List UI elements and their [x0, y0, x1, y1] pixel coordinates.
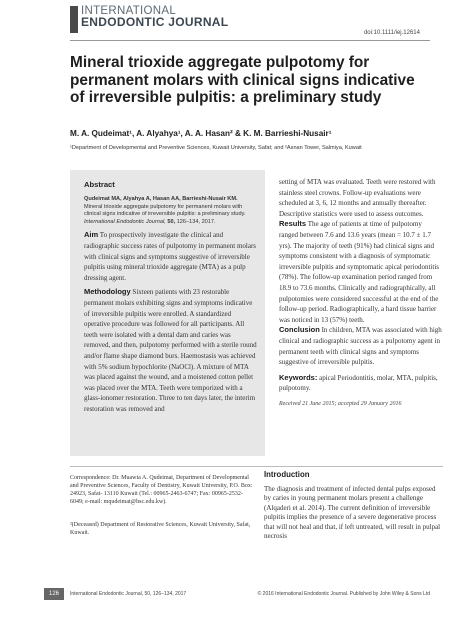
- keywords-label: Keywords:: [279, 372, 318, 382]
- methodology-text: Sixteen patients with 23 restorable permanent molars exhibiting signs and symptoms indicative of irreversible pulpitis were enrolled. A standardized operative procedure was followed for all participants. All teeth were isolated with a dental dam and caries was removed, and then, pulpotomy performed with a sterile round and/or flame shape diamond burs. Haemostasis was achieved with 5% sodium hypochlorite (NaOCl). A mixture of MTA was placed against the wound, and a moistened cotton pellet was placed over the MTA. Teeth were temporized with a glass-ionomer restoration. Three to ten days later, the interim restoration was removed and: [84, 288, 257, 413]
- article-title: Mineral trioxide aggregate pulpotomy for permanent molars with clinical signs indicative of irreversible pulpitis: a preliminary study: [70, 54, 415, 106]
- abstract-right-column: [279, 177, 442, 407]
- footnote-rule: [70, 466, 265, 467]
- citation-volume: 50,: [165, 218, 177, 225]
- citation-pages: 126–134, 2017.: [176, 218, 216, 225]
- keywords-text: apical Periodontitis, molar, MTA, pulpitis, pulpotomy.: [279, 373, 438, 393]
- results-text: The age of patients at time of pulpotomy ranged between 7.6 and 13.6 years (mean = 10.7 ± 1.7 yrs). The majority of teeth (91%) had clinical signs and symptoms consistent with a diagnosis of symptomatic irreversible pulpitis and symptomatic apical periodontitis (78%). The follow-up examination period ranged from 18.9 to 73.6 months. Clinically and radiographically, all pulpotomies were considered successful at the end of the follow-up period. Radiographically, a hard tissue barrier was noticed in 13 (57%) teeth.: [279, 220, 439, 324]
- aim-text: To prospectively investigate the clinical and radiographic success rates of pulpotomy in permanent molars with clinical signs and symptoms suggestive of irreversible pulpitis using mineral trioxide aggregate (MTA) as a pulp dressing agent.: [84, 231, 257, 282]
- received-dates: Received 21 June 2015; accepted 29 January 2016: [279, 400, 402, 407]
- logo-bar: [70, 6, 78, 33]
- header-rule: [70, 40, 430, 41]
- footer-journal: International Endodontic Journal, 50, 126–134, 2017: [70, 591, 187, 597]
- citation-journal: International Endodontic Journal,: [84, 218, 166, 225]
- conclusion-text: In children, MTA was associated with high clinical and radiographic success as a pulpotomy agent in permanent teeth with clinical signs and symptoms suggestive of irreversible pulpitis.: [279, 326, 442, 367]
- results-label: Results: [279, 219, 307, 229]
- abstract-heading: Abstract: [84, 180, 115, 189]
- methodology-continued: setting of MTA was evaluated. Teeth were restored with stainless steel crowns. Follow-up evaluations were scheduled at 3, 6, 12 months and annually thereafter. Descriptive statistics were used to assess outcomes.: [279, 178, 436, 218]
- keywords: [279, 373, 442, 394]
- citation-title: Mineral trioxide aggregate pulpotomy for permanent molars with clinical signs indicative of irreversible pulpitis: a preliminary study.: [84, 203, 246, 218]
- citation: [84, 196, 257, 226]
- journal-name-line1: INTERNATIONAL: [81, 5, 177, 17]
- deceased-note: ²(Deceased) Department of Restorative Sciences, Kuwait University, Safat, Kuwait.: [70, 522, 251, 536]
- introduction-text: The diagnosis and treatment of infected dental pulps exposed by caries in young permanent molars present a challenge (Alqaderi et al. 2014). The current definition of irreversible pulpitis implies the presence of a severe degenerative process that will not heal and that, if left untreated, will result in pulpal necrosis: [264, 485, 441, 541]
- aim-label: Aim: [84, 230, 99, 240]
- abstract-methodology: [84, 287, 257, 414]
- doi[interactable]: doi:10.1111/iej.12614: [363, 30, 420, 36]
- author-list: M. A. Qudeimat¹, A. Alyahya¹, A. A. Hasan² & K. M. Barrieshi-Nusair¹: [70, 129, 332, 138]
- journal-logo: [70, 6, 228, 33]
- page-number: 126: [44, 588, 64, 600]
- introduction-rule: [258, 466, 443, 467]
- citation-authors: Qudeimat MA, Alyahya A, Hasan AA, Barrieshi-Nusair KM.: [84, 196, 238, 202]
- abstract-box: [70, 170, 265, 456]
- abstract-results: [279, 219, 442, 325]
- introduction-heading: Introduction: [264, 470, 310, 479]
- conclusion-label: Conclusion: [279, 325, 320, 335]
- correspondence-note: Correspondence: Dr. Muawia A. Qudeimat, Department of Developmental and Preventive Sciences, Faculty of Dentistry, Kuwait University, P.O. Box: 24923, Safat- 13110 Kuwait (Tel.: 00965-2463-6747; Fax: 00965-2532-6049; e-mail: mqudeimat@hsc.edu.kw).: [70, 475, 253, 505]
- footer-copyright: © 2016 International Endodontic Journal. Published by John Wiley & Sons Ltd: [257, 591, 430, 597]
- methodology-label: Methodology: [84, 287, 131, 297]
- abstract-aim: [84, 230, 257, 283]
- abstract-conclusion: [279, 325, 442, 367]
- journal-name-line2: ENDODONTIC JOURNAL: [81, 15, 229, 29]
- affiliations: ¹Department of Developmental and Preventive Sciences, Kuwait University, Safat; and ²Asnan Tower, Salmiya, Kuwait: [70, 145, 362, 151]
